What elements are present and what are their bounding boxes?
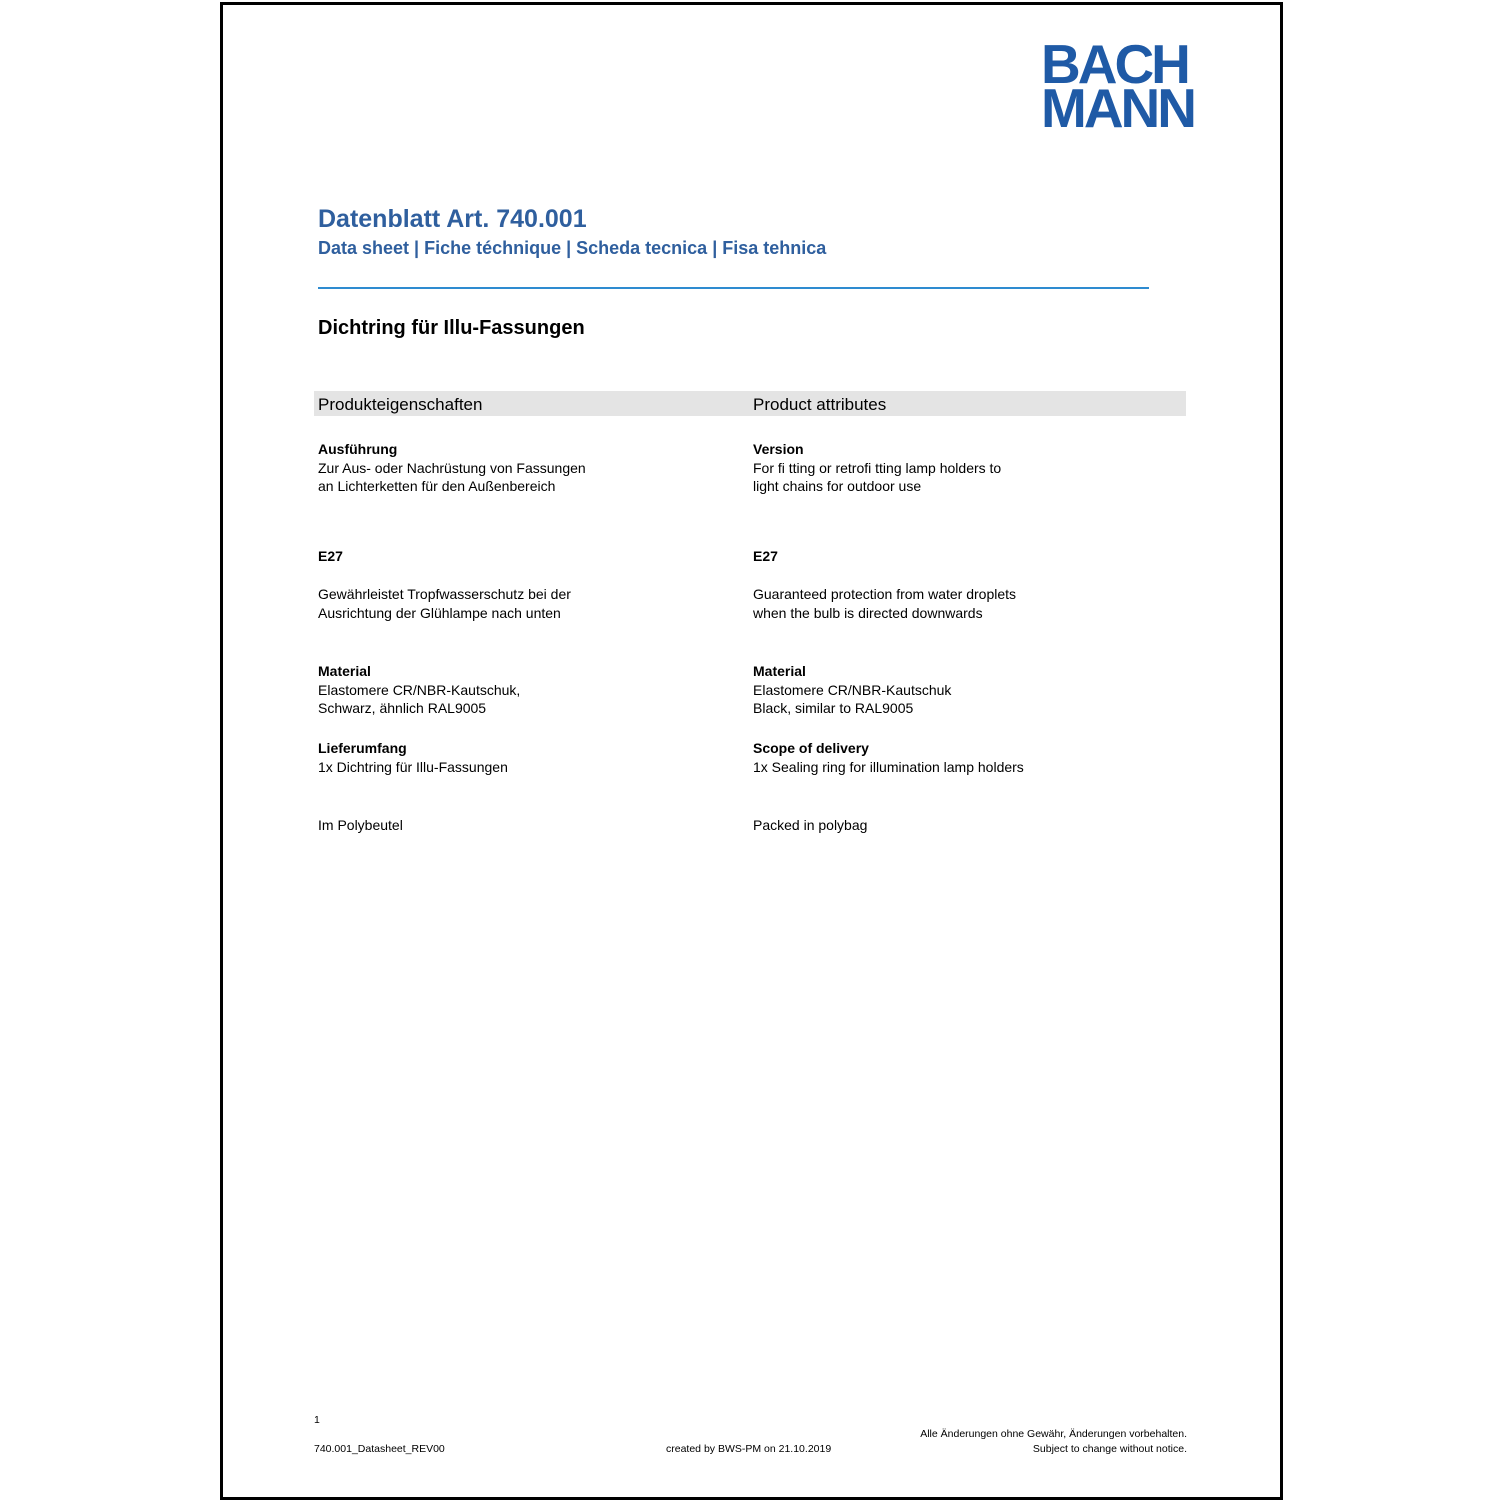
product-name: Dichtring für Illu-Fassungen: [318, 317, 585, 339]
section-material-en: [753, 662, 951, 718]
header-divider: [318, 287, 1149, 289]
section-heading: E27: [753, 548, 778, 564]
section-line: For fi tting or retrofi tting lamp holders to: [753, 459, 1002, 476]
section-heading: Material: [318, 663, 371, 679]
section-line: Elastomere CR/NBR-Kautschuk: [753, 681, 952, 698]
section-line: 1x Sealing ring for illumination lamp holders: [753, 758, 1024, 775]
section-heading: Material: [753, 663, 806, 679]
section-heading: Lieferumfang: [318, 740, 407, 756]
page-number: 1: [314, 1414, 320, 1426]
logo-line-1: BACH: [1041, 33, 1188, 95]
section-socket-heading-de: [318, 547, 343, 566]
packing-en: [753, 816, 867, 835]
section-material-de: [318, 662, 520, 718]
section-version-de: [318, 440, 586, 496]
section-delivery-de: [318, 739, 508, 776]
section-socket-en: [753, 585, 1016, 622]
section-line: Zur Aus- oder Nachrüstung von Fassungen: [318, 459, 586, 476]
disclaimer-de: Alle Änderungen ohne Gewähr, Änderungen vorbehalten.: [920, 1428, 1187, 1440]
section-heading: Ausführung: [318, 441, 398, 457]
section-socket-heading-en: [753, 547, 778, 566]
section-line: Elastomere CR/NBR-Kautschuk,: [318, 681, 521, 698]
disclaimer-en: Subject to change without notice.: [1032, 1443, 1187, 1455]
section-line: 1x Dichtring für Illu-Fassungen: [318, 758, 508, 775]
section-heading: E27: [318, 548, 343, 564]
bachmann-logo: [1041, 33, 1194, 139]
section-line: Packed in polybag: [753, 817, 868, 833]
section-delivery-en: [753, 739, 1024, 776]
attributes-heading-en: Product attributes: [753, 395, 887, 414]
section-heading: Scope of delivery: [753, 740, 869, 756]
section-line: when the bulb is directed downwards: [753, 604, 983, 621]
section-heading: Version: [753, 441, 804, 457]
section-version-en: [753, 440, 1001, 496]
section-line: Black, similar to RAL9005: [753, 700, 914, 716]
section-line: Im Polybeutel: [318, 817, 403, 833]
section-line: Guaranteed protection from water droplets: [753, 586, 1017, 602]
page-title: Datenblatt Art. 740.001: [318, 205, 587, 233]
logo-line-2: MANN: [1041, 77, 1194, 139]
page-subtitle: Data sheet | Fiche téchnique | Scheda tecnica | Fisa tehnica: [318, 238, 827, 258]
section-line: light chains for outdoor use: [753, 478, 922, 494]
section-line: Ausrichtung der Glühlampe nach unten: [318, 604, 561, 621]
created-by: created by BWS-PM on 21.10.2019: [666, 1443, 832, 1455]
packing-de: [318, 816, 403, 835]
section-line: an Lichterketten für den Außenbereich: [318, 478, 556, 494]
section-socket-de: [318, 585, 571, 622]
section-line: Schwarz, ähnlich RAL9005: [318, 700, 487, 716]
section-line: Gewährleistet Tropfwasserschutz bei der: [318, 586, 571, 602]
attributes-heading-de: Produkteigenschaften: [318, 395, 483, 414]
document-id: 740.001_Datasheet_REV00: [314, 1443, 445, 1455]
